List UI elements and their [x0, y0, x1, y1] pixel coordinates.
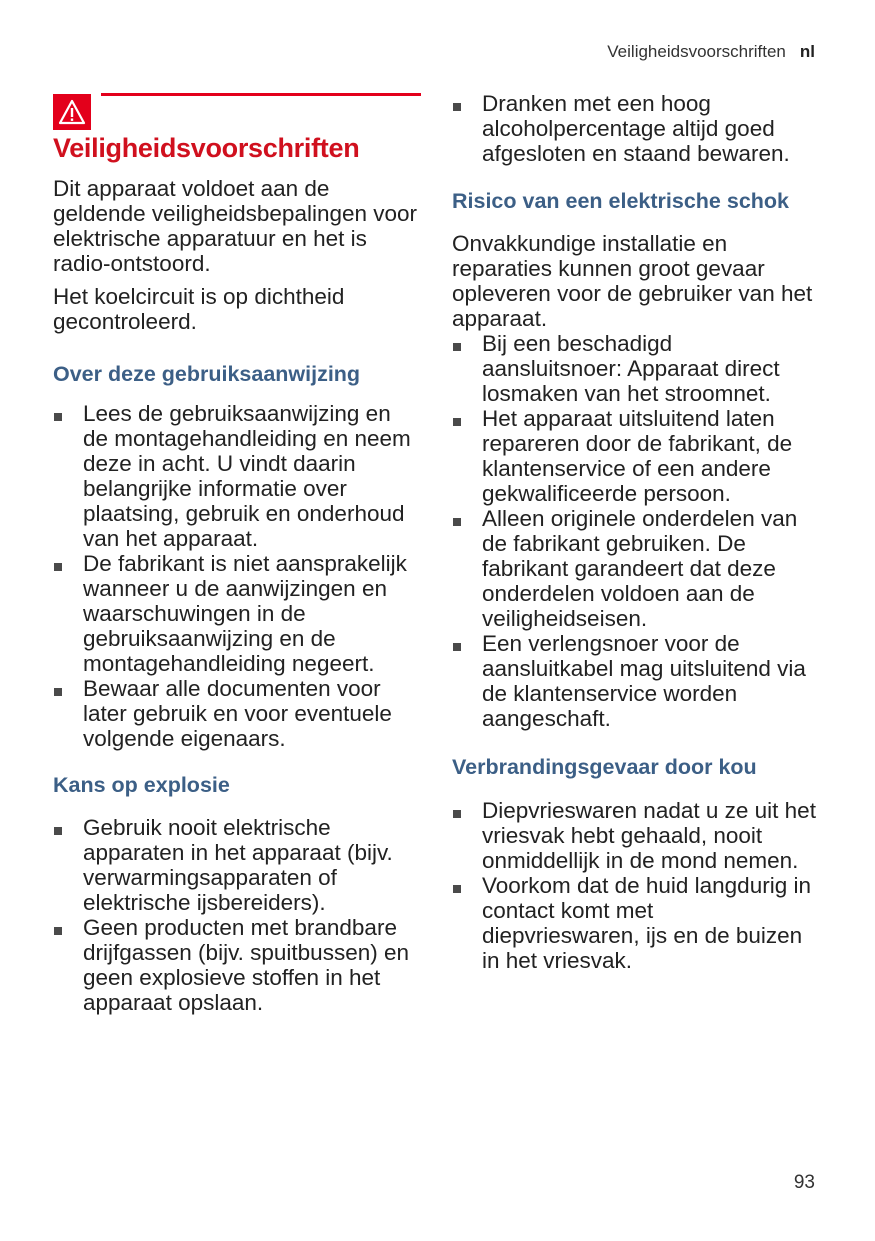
section-title-shock: Risico van een elektrische schok [452, 189, 789, 213]
running-header-section: Veiligheidsvoorschriften [607, 42, 786, 61]
section-title-manual: Over deze gebruiksaanwijzing [53, 362, 361, 386]
section-title-cold: Verbrandingsgevaar door kou [452, 755, 757, 779]
warning-icon [53, 94, 91, 130]
list-item: Het apparaat uitsluitend laten repareren door de fabrikant, de klantenservice of een andere gekwalificeerde persoon. [452, 406, 817, 506]
list-item: Bij een beschadigd aansluitsnoer: Apparaat direct losmaken van het stroomnet. [452, 331, 817, 406]
list-item: Voorkom dat de huid langdurig in contact komt met diepvrieswaren, ijs en de buizen in het vriesvak. [452, 873, 817, 973]
continued-bullet-list [452, 91, 817, 166]
leak-test-paragraph: Het koelcircuit is op dichtheid gecontroleerd. [53, 284, 345, 334]
warning-rule [101, 93, 421, 96]
list-item: Dranken met een hoog alcoholpercentage altijd goed afgesloten en staand bewaren. [452, 91, 817, 166]
list-item: Alleen originele onderdelen van de fabrikant gebruiken. De fabrikant garandeert dat deze onderdelen voldoen aan de veiligheidseisen. [452, 506, 817, 631]
list-item: Een verlengsnoer voor de aansluitkabel mag uitsluitend via de klantenservice worden aangeschaft. [452, 631, 817, 731]
warning-header [53, 90, 421, 132]
intro-paragraph: Dit apparaat voldoet aan de geldende veiligheidsbepalingen voor elektrische apparatuur en het is radio-ontstoord. [53, 176, 418, 276]
right-column [452, 91, 817, 973]
running-header [607, 42, 815, 62]
language-code: nl [799, 42, 815, 61]
section-title-explosion: Kans op explosie [53, 773, 230, 797]
left-column [53, 90, 421, 1015]
page-title: Veiligheidsvoorschriften [53, 133, 360, 163]
list-item: De fabrikant is niet aansprakelijk wanneer u de aanwijzingen en waarschuwingen in de gebruiksaanwijzing en de montagehandleiding negeert. [53, 551, 421, 676]
list-item: Bewaar alle documenten voor later gebruik en voor eventuele volgende eigenaars. [53, 676, 421, 751]
shock-bullet-list [452, 331, 817, 731]
explosion-bullet-list [53, 815, 421, 1015]
list-item: Lees de gebruiksaanwijzing en de montagehandleiding en neem deze in acht. U vindt daarin belangrijke informatie over plaatsing, gebruik en onderhoud van het apparaat. [53, 401, 421, 551]
list-item: Geen producten met brandbare drijfgassen (bijv. spuitbussen) en geen explosieve stoffen in het apparaat opslaan. [53, 915, 421, 1015]
list-item: Diepvrieswaren nadat u ze uit het vriesvak hebt gehaald, nooit onmiddellijk in de mond nemen. [452, 798, 817, 873]
page-number: 93 [793, 1172, 815, 1193]
list-item: Gebruik nooit elektrische apparaten in het apparaat (bijv. verwarmingsapparaten of elektrische ijsbereiders). [53, 815, 421, 915]
manual-bullet-list [53, 401, 421, 751]
shock-intro-paragraph: Onvakkundige installatie en reparaties kunnen groot gevaar opleveren voor de gebruiker van het apparaat. [452, 231, 813, 331]
cold-bullet-list [452, 798, 817, 973]
